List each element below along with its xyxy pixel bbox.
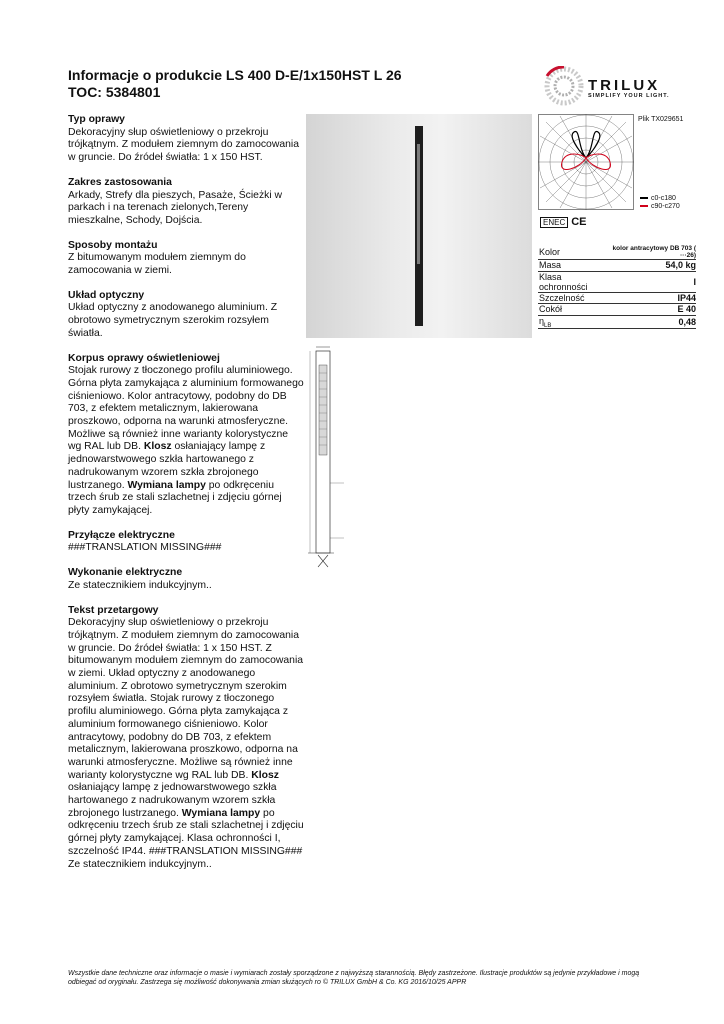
section-text — [68, 365, 304, 517]
section-heading: Układ optyczny — [68, 289, 145, 301]
spec-value: IP44 — [607, 292, 696, 304]
legend-swatch — [640, 205, 648, 207]
text-run: Arkady, Strefy dla pieszych, Pasaże, Ścieżki w parkach i na terenach zielonych,Tereny mieszkalne, Schody, Dojścia. — [68, 189, 283, 226]
spec-label-text: Cokół — [539, 304, 563, 315]
spec-row — [538, 245, 696, 260]
section-heading: Zakres zastosowania — [68, 176, 172, 188]
product-description — [68, 114, 304, 883]
section-text — [68, 127, 304, 165]
legend-label: c0-c180 — [651, 195, 676, 202]
section — [68, 177, 304, 228]
legend-item — [640, 203, 680, 211]
section — [68, 240, 304, 278]
spec-value: 54,0 kg — [607, 260, 696, 272]
section-text — [68, 302, 304, 340]
spec-label-text: Szczelność — [539, 292, 585, 303]
spec-label — [538, 304, 607, 316]
spec-row — [538, 315, 696, 329]
legend-item — [640, 195, 680, 203]
text-run: po odkręceniu trzech śrub ze stali szlachetnej i zdjęciu górnej płyty zamykającej. Klasa ochronności I, szczelność IP44. ###TRANSLATION MISSING### Ze statecznikiem indukcyjnym.. — [68, 807, 304, 870]
text-run: Z bitumowanym modułem ziemnym do zamocowania w ziemi. — [68, 252, 246, 277]
section — [68, 567, 304, 592]
section-text — [68, 580, 304, 593]
section-text — [68, 542, 304, 555]
section-heading: Sposoby montażu — [68, 239, 158, 251]
text-run: Dekoracyjny słup oświetleniowy o przekroju trójkątnym. Z modułem ziemnym do zamocowania w gruncie. Do źródeł światła: 1 x 150 HST. — [68, 126, 299, 164]
spec-row — [538, 271, 696, 292]
spec-label — [538, 292, 607, 304]
spec-label-text: Klasa ochronności — [539, 271, 588, 292]
spec-row — [538, 260, 696, 272]
photometry-file: Plik TX029651 — [638, 116, 684, 123]
bold-term: Wymiana lampy — [127, 479, 206, 491]
text-run: osłaniający lampę z jednowarstwowego szkła hartowanego z nadrukowanym wzorem szkła zbrojonego lustrzanego. — [68, 441, 266, 491]
specs-table — [538, 245, 696, 329]
bold-term: Wymiana lampy — [181, 807, 261, 819]
ce-mark: CE — [571, 216, 587, 228]
spec-label-sub: LB — [544, 322, 552, 329]
bold-term: Klosz — [143, 441, 172, 453]
section-heading: Wykonanie elektryczne — [68, 567, 183, 579]
spec-value: 0,48 — [607, 315, 696, 329]
section-text — [68, 190, 304, 228]
page-title — [68, 67, 402, 101]
section-heading: Typ oprawy — [68, 114, 125, 125]
spec-label — [538, 260, 607, 272]
spec-value: kolor antracytowy DB 703 ( ···26) — [607, 245, 696, 260]
legend-swatch — [640, 197, 648, 199]
pole-light-slot — [417, 144, 420, 264]
section-text — [68, 617, 304, 871]
enec-mark: ENEC — [540, 217, 568, 228]
polar-diagram — [538, 114, 634, 210]
section — [68, 114, 304, 165]
text-run: Stojak rurowy z tłoczonego profilu aluminiowego. Górna płyta zamykająca z aluminium formowanego ciśnieniowo. Kolor antracytowy, podobny do DB 703, z efektem metalicznym, lakierowana proszkowo, odporna na warunki atmosferyczne. Możliwe są również inne warianty kolorystyczne wg RAL lub DB. — [68, 365, 304, 453]
product-photo — [306, 114, 532, 338]
section-text — [68, 252, 304, 277]
logo-name: TRILUX — [588, 77, 661, 94]
spec-value: E 40 — [607, 304, 696, 316]
section — [68, 353, 304, 518]
title-line-1: Informacje o produkcie LS 400 D-E/1x150HST L 26 — [68, 67, 402, 83]
spec-row — [538, 304, 696, 316]
text-run: po odkręceniu trzech śrub ze stali szlachetnej i zdjęciu górnej płyty zamykającej. — [68, 479, 282, 516]
text-run: osłaniający lampę z jednowarstwowego szkła hartowanego z nadrukowanym wzorem szkła zbrojonego lustrzanego. — [68, 782, 277, 819]
spec-row — [538, 292, 696, 304]
spec-label — [538, 271, 607, 292]
logo-tagline: SIMPLIFY YOUR LIGHT. — [588, 93, 670, 99]
text-run: Ze statecznikiem indukcyjnym.. — [68, 579, 212, 591]
dimension-drawing — [304, 343, 354, 573]
section-heading: Korpus oprawy oświetleniowej — [68, 352, 220, 364]
spec-label — [538, 315, 607, 329]
spec-value: I — [607, 271, 696, 292]
section — [68, 530, 304, 555]
polar-legend — [640, 195, 680, 211]
text-run: Układ optyczny z anodowanego aluminium. Z obrotowo symetrycznym szerokim rozsyłem światła. — [68, 302, 278, 339]
bold-term: Klosz — [251, 769, 279, 781]
spec-label — [538, 245, 607, 260]
text-run: ###TRANSLATION MISSING### — [68, 542, 222, 554]
spec-label-text: η — [539, 315, 545, 326]
spec-label-text: Kolor — [539, 247, 561, 257]
text-run: Dekoracyjny słup oświetleniowy o przekroju trójkątnym. Z modułem ziemnym do zamocowania w gruncie. Do źródeł światła: 1 x 150 HST. Z bitumowanym modułem ziemnym do zamocowania w ziemi. Układ optyczny z anodowanego aluminium. Z obrotowo symetrycznym szerokim rozsyłem światła. Stojak rurowy z tłoczonego profilu aluminiowego. Górna płyta zamykająca z aluminium formowanego ciśnieniowo. Kolor antracytowy, podobny do DB 703, z efektem metalicznym, lakierowana proszkowo, odporna na warunki atmosferyczne. Możliwe są również inne warianty kolorystyczne wg RAL lub DB. — [68, 617, 304, 781]
certification-marks — [540, 216, 587, 228]
section — [68, 290, 304, 341]
title-line-2: TOC: 5384801 — [68, 84, 161, 100]
legend-label: c90-c270 — [651, 203, 680, 210]
footer-disclaimer: Wszystkie dane techniczne oraz informacje o masie i wymiarach zostały sporządzone z najwyższą starannością. Błędy zastrzeżone. Ilustracje produktów są jedynie przykładowe i mogą odbiegać od oryginału. Zastrzega się możliwość dokonywania zmian służących ro © TRILUX GmbH & Co. KG 2016/10/25 APPR — [68, 970, 640, 986]
section — [68, 605, 304, 872]
brand-logo — [542, 66, 692, 106]
spec-label-text: Masa — [539, 260, 562, 271]
logo-mark-icon — [542, 66, 586, 106]
section-heading: Przyłącze elektryczne — [68, 529, 175, 541]
section-heading: Tekst przetargowy — [68, 604, 159, 616]
